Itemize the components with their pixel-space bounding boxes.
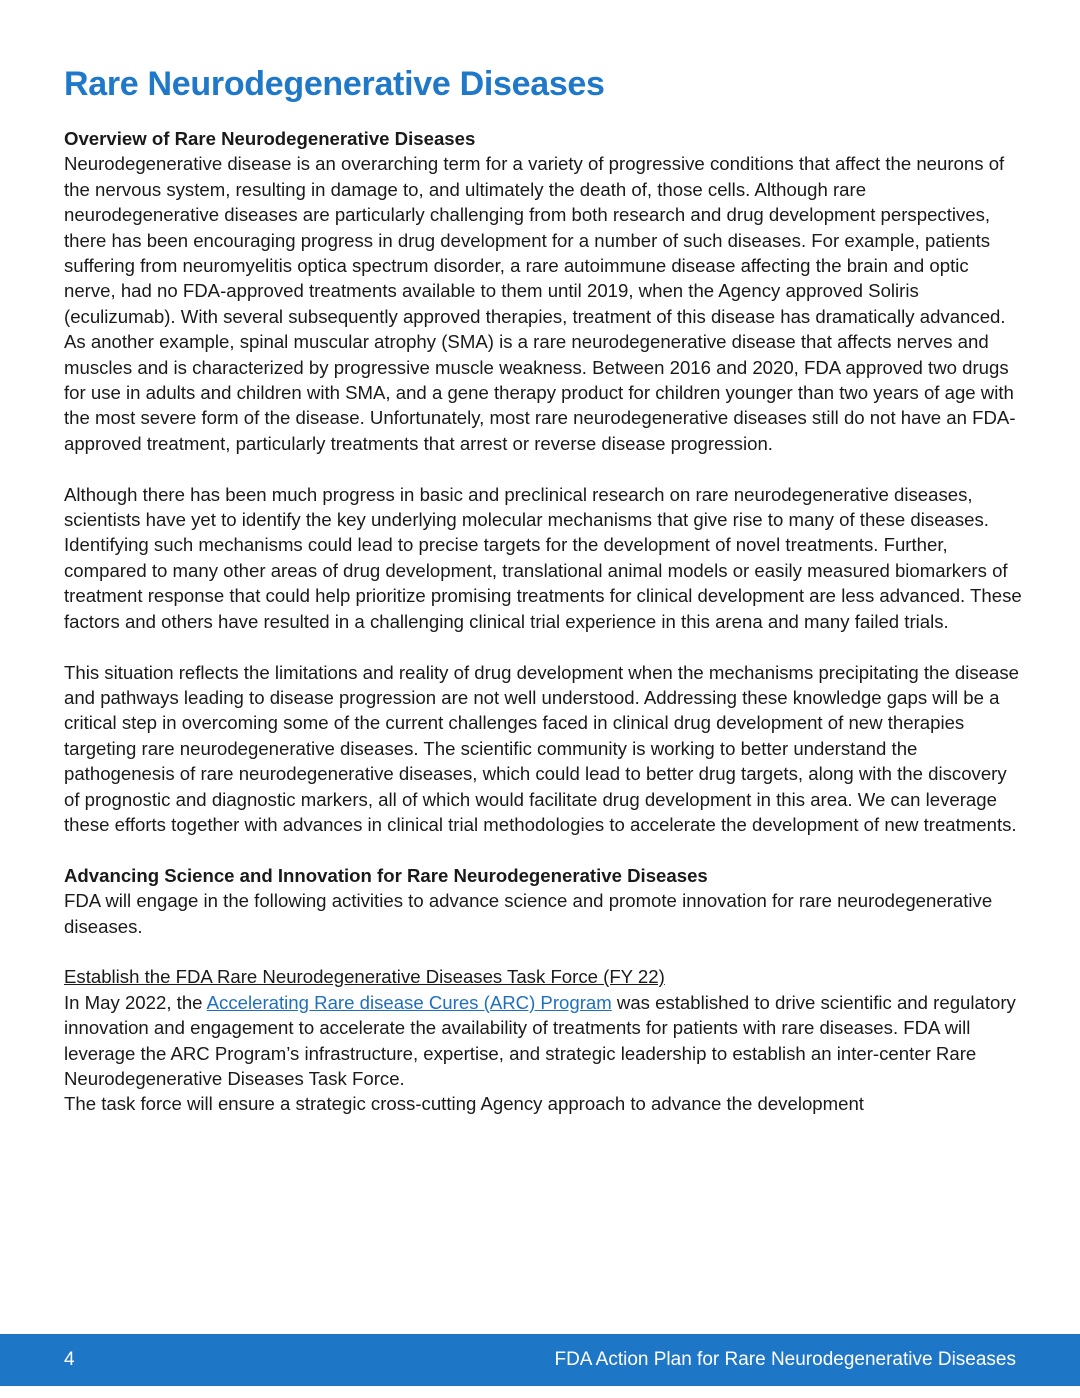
- document-page: [64, 62, 1024, 1117]
- arc-program-link[interactable]: Accelerating Rare disease Cures (ARC) Program: [206, 991, 612, 1013]
- page-footer: [0, 1334, 1080, 1386]
- overview-paragraph-2: Although there has been much progress in basic and preclinical research on rare neurodegenerative diseases, scientists have yet to identify the key underlying molecular mechanisms that give rise to many of these diseases. Identifying such mechanisms could lead to precise targets for the development of novel treatments. Further, compared to many other areas of drug development, translational animal models or easily measured biomarkers of treatment response that could help prioritize promising treatments for clinical development are less advanced. These factors and others have resulted in a challenging clinical trial experience in this arena and many failed trials.: [64, 483, 1022, 632]
- task-force-heading: Establish the FDA Rare Neurodegenerative Diseases Task Force (FY 22): [64, 966, 665, 988]
- task-force-text-pre: In May 2022, the: [64, 991, 207, 1013]
- overview-paragraph-3: This situation reflects the limitations and reality of drug development when the mechanisms precipitating the disease and pathways leading to disease progression are not well understood. Addressing these knowledge gaps will be a critical step in overcoming some of the current challenges faced in clinical drug development of new therapies targeting rare neurodegenerative diseases. The scientific community is working to better understand the pathogenesis of rare neurodegenerative diseases, which could lead to better drug targets, along with the discovery of prognostic and diagnostic markers, all of which would facilitate drug development in this area. We can leverage these efforts together with advances in clinical trial methodologies to accelerate the development of new treatments.: [64, 661, 1019, 835]
- page-number: 4: [64, 1349, 75, 1370]
- footer-title: FDA Action Plan for Rare Neurodegenerative Diseases: [554, 1349, 1016, 1370]
- overview-heading: Overview of Rare Neurodegenerative Diseases: [64, 128, 476, 149]
- overview-paragraph-1: Neurodegenerative disease is an overarching term for a variety of progressive conditions that affect the neurons of the nervous system, resulting in damage to, and ultimately the death of, those cells. Although rare neurodegenerative diseases are particularly challenging from both research and drug development perspectives, there has been encouraging progress in drug development for a number of such diseases. For example, patients suffering from neuromyelitis optica spectrum disorder, a rare autoimmune disease affecting the brain and optic nerve, had no FDA-approved treatments available to them until 2019, when the Agency approved Soliris (eculizumab). With several subsequently approved therapies, treatment of this disease has dramatically advanced. As another example, spinal muscular atrophy (SMA) is a rare neurodegenerative disease that affects nerves and muscles and is characterized by progressive muscle weakness. Between 2016 and 2020, FDA approved two drugs for use in adults and children with SMA, and a gene therapy product for children younger than two years of age with the most severe form of the disease. Unfortunately, most rare neurodegenerative diseases still do not have an FDA-approved treatment, particularly treatments that arrest or reverse disease progression.: [64, 153, 1016, 454]
- advancing-intro: FDA will engage in the following activities to advance science and promote innovation for rare neurodegenerative diseases.: [64, 890, 993, 937]
- page-title: Rare Neurodegenerative Diseases: [64, 65, 605, 103]
- task-force-continuation: The task force will ensure a strategic cross-cutting Agency approach to advance the development: [64, 1093, 864, 1115]
- advancing-heading: Advancing Science and Innovation for Rare Neurodegenerative Diseases: [64, 864, 708, 886]
- task-force-text-post: was established to drive scientific and regulatory innovation and engagement to accelerate the availability of treatments for patients with rare diseases. FDA will leverage the ARC Program’s infrastructure, expertise, and strategic leadership to establish an inter-center Rare Neurodegenerative Diseases Task Force.: [64, 991, 1016, 1089]
- task-force-paragraph: [64, 990, 1024, 1092]
